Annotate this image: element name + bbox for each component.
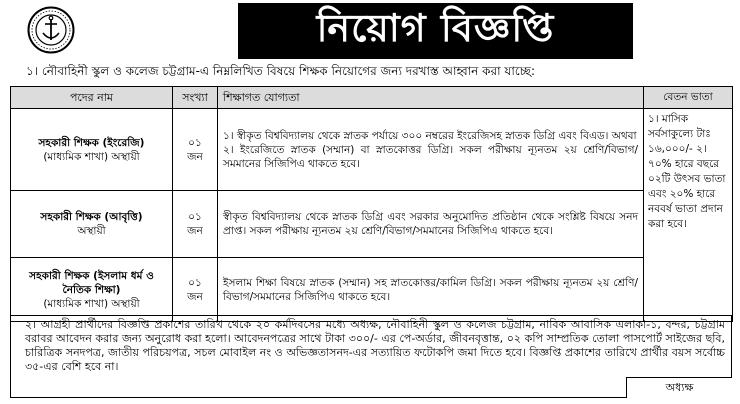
page-title: নিয়োগ বিজ্ঞপ্তি	[238, 3, 633, 59]
vacancy-table	[10, 86, 733, 322]
qualification-cell	[218, 109, 644, 191]
header-count: সংখ্যা	[173, 87, 218, 109]
post-sub: (মাধ্যমিক শাখা) অস্থায়ী	[43, 150, 140, 163]
count-unit: জন	[187, 225, 203, 237]
qualification-cell: ইসলাম শিক্ষা বিষয়ে স্নাতক (সম্মান) সহ স্নাতকোত্তর/কামিল ডিগ্রি। সকল পরীক্ষায় ন্যূনতম ২য় শ্রেণি/বিভাগ/সমমানের সিজিপিএ থাকতে হবে।	[218, 258, 644, 322]
intro-text: ১। নৌবাহিনী স্কুল ও কলেজ চট্টগ্রাম-এ নিম্নলিখিত বিষয়ে শিক্ষক নিয়োগের জন্য দরখাস্ত আহ্বান করা যাচ্ছে:	[26, 64, 536, 78]
post-title: সহকারী শিক্ষক (ইংরেজি)	[38, 136, 145, 149]
count-value: ০১	[188, 211, 202, 223]
post-title: সহকারী শিক্ষক (আবৃত্তি)	[40, 211, 143, 223]
post-sub: (মাধ্যমিক শাখা) অস্থায়ী	[43, 297, 140, 310]
count-cell	[173, 258, 218, 322]
header-salary: বেতন ভাতা	[644, 87, 733, 109]
salary-cell: ১। মাসিক সর্বসাকুল্যে টাঃ ১৬,০০০/- ২। ৭০% হারে বছরে ০২টি উৎসব ভাতা এবং ২০% হারে নববর্ষ ভাতা প্রদান করা হবে।	[644, 109, 733, 322]
school-emblem-icon	[27, 6, 75, 54]
header-qualification: শিক্ষাগত যোগ্যতা	[218, 87, 644, 109]
count-unit: জন	[187, 150, 203, 163]
qualification-line: ২। ইংরেজিতে স্নাতক (সম্মান) বা স্নাতকোত্তর ডিগ্রি। সকল পরীক্ষায় ন্যূনতম ২য় শ্রেণি/বিভাগ/সমমানের সিজিপিএ থাকতে হবে।	[223, 143, 638, 170]
post-sub: অস্থায়ী	[77, 225, 106, 237]
post-cell	[11, 109, 173, 191]
post-cell	[11, 191, 173, 258]
table-header-row	[11, 87, 733, 109]
count-value: ০১	[188, 276, 202, 289]
qualification-cell: স্বীকৃত বিশ্ববিদ্যালয় থেকে স্নাতক ডিগ্রি এবং সরকার অনুমোদিত প্রতিষ্ঠান থেকে সংশ্লিষ্ট বিষয়ে সনদ প্রাপ্ত। সকল পরীক্ষায় ন্যূনতম ২য় শ্রেণি/বিভাগ/সমমানের সিজিপিএ থাকতে হবে।	[218, 191, 644, 258]
post-title: সহকারী শিক্ষক (ইসলাম ধর্ম ও নৈতিক শিক্ষা)	[29, 269, 154, 296]
table-row	[11, 258, 733, 322]
table-row	[11, 109, 733, 191]
header-post: পদের নাম	[11, 87, 173, 109]
count-unit: জন	[187, 290, 203, 303]
signature-label: অধ্যক্ষ	[626, 377, 732, 398]
post-cell	[11, 258, 173, 322]
application-instructions: ২। আগ্রহী প্রার্থীদের বিজ্ঞপ্তি প্রকাশের তারিখ থেকে ২০ কর্মদিবসের মধ্যে অধ্যক্ষ, নৌবাহিনী স্কুল ও কলেজ চট্টগ্রাম, নাবিক আবাসিক এলাকা-১, বন্দর, চট্টগ্রাম বরাবর আবেদন করার জন্য অনুরোধ করা হলো। আবেদনপত্রের সাথে টাকা ৩০০/- এর পে-অর্ডার, জীবনবৃত্তান্ত, ০২ কপি সাম্প্রতিক তোলা পাসপোর্ট সাইজের ছবি, চারিত্রিক সনদপত্র, জাতীয় পরিচয়পত্র, সচল মোবাইল নং ও অভিজ্ঞতাসনদ-এর সত্যায়িত ফটোকপি জমা দিতে হবে। বিজ্ঞপ্তি প্রকাশের তারিখে প্রার্থীর বয়স সর্বোচ্চ ৩৫-এর বেশি হবে না।	[10, 315, 732, 398]
count-cell	[173, 109, 218, 191]
qualification-line: ১। স্বীকৃত বিশ্ববিদ্যালয় থেকে স্নাতক পর্যায়ে ৩০০ নম্বরের ইংরেজিসহ স্নাতক ডিগ্রি এবং বিএড। অথবা	[223, 129, 637, 142]
count-cell	[173, 191, 218, 258]
count-value: ০১	[188, 136, 202, 149]
table-row	[11, 191, 733, 258]
